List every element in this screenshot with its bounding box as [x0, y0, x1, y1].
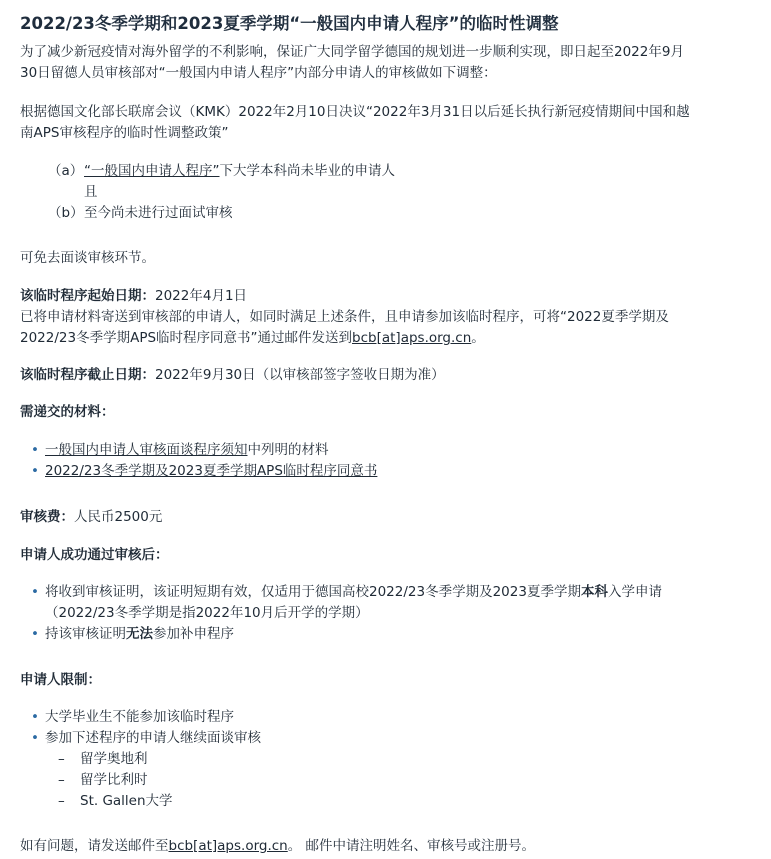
general-applicant-program-link[interactable]: “一般国内申请人程序” [84, 163, 220, 179]
list-item [20, 624, 662, 645]
fee-section [20, 507, 162, 528]
list-item [20, 440, 377, 461]
condition-and: 且 [84, 184, 98, 200]
contact-paragraph [20, 836, 535, 857]
restrictions-heading: 申请人限制： [20, 672, 101, 688]
after-item-1-text: 将收到审核证明，该证明短期有效，仅适用于德国高校2022/23冬季学期及2023夏季学期 [45, 584, 581, 600]
condition-a [84, 161, 395, 182]
fee-value: 人民币2500元 [74, 509, 163, 525]
condition-b-marker: （b） [48, 205, 84, 221]
sub-item-austria: 留学奥地利 [80, 751, 148, 767]
consent-form-link[interactable]: 2022/23冬季学期及2023夏季学期APS临时程序同意书 [45, 463, 378, 479]
after-item-2-text: 持该审核证明 [45, 626, 126, 642]
restrictions-list [20, 707, 261, 749]
list-item: • 大学毕业生不能参加该临时程序 [20, 707, 261, 728]
exempt-text: 可免去面谈审核环节。 [20, 250, 155, 266]
fee-label: 审核费： [20, 509, 74, 525]
dash-marker: – [58, 751, 65, 767]
contact-text-end: 。 邮件中请注明姓名、审核号或注册号。 [287, 838, 536, 854]
start-date-section [20, 286, 669, 349]
list-item [20, 582, 662, 624]
dash-marker: – [58, 772, 65, 788]
end-date-section [20, 365, 445, 386]
start-date-label: 该临时程序起始日期： [20, 288, 155, 304]
after-item-1-bold: 本科 [580, 584, 608, 600]
dash-marker: – [58, 793, 65, 809]
materials-list [20, 440, 377, 482]
after-item-2-bold: 无法 [126, 626, 153, 642]
start-date-value: 2022年4月1日 [155, 288, 248, 304]
intro-line-2: 30日留德人员审核部对“一般国内申请人程序”内部分申请人的审核做如下调整： [20, 65, 497, 81]
page-title: 2022/23冬季学期和2023夏季学期“一般国内申请人程序”的临时性调整 [20, 14, 559, 33]
kmk-paragraph [20, 102, 690, 144]
sub-item-st-gallen: St. Gallen大学 [80, 793, 173, 809]
end-date-value: 2022年9月30日（以审核部签字签收日期为准） [155, 367, 445, 383]
after-item-1-end: 入学申请 [607, 584, 662, 600]
kmk-line-1: 根据德国文化部长联席会议（KMK）2022年2月10日决议“2022年3月31日以后延长执行新冠疫情期间中国和越 [20, 104, 690, 120]
intro-line-1: 为了减少新冠疫情对海外留学的不利影响，保证广大同学留学德国的规划进一步顺利实现，即日起至2022年9月 [20, 44, 684, 60]
start-desc-line-2-end: 。 [471, 330, 485, 346]
condition-b-text: 至今尚未进行过面试审核 [84, 205, 233, 221]
materials-heading: 需递交的材料： [20, 404, 115, 420]
materials-item-1-text: 中列明的材料 [247, 442, 329, 458]
start-desc-line-2: 2022/23冬季学期APS临时程序同意书”通过邮件发送到 [20, 330, 353, 346]
after-item-2-end: 参加补申程序 [153, 626, 234, 642]
end-date-label: 该临时程序截止日期： [20, 367, 155, 383]
intro-paragraph [20, 42, 684, 84]
after-item-1-line-2: （2022/23冬季学期是指2022年10月后开学的学期） [45, 605, 369, 621]
contact-email-link[interactable]: bcb[at]aps.org.cn [168, 838, 288, 854]
email-link[interactable]: bcb[at]aps.org.cn [352, 330, 472, 346]
sub-item-belgium: 留学比利时 [80, 772, 148, 788]
after-approval-heading: 申请人成功通过审核后： [20, 547, 169, 563]
condition-a-marker: （a） [48, 163, 84, 179]
after-approval-list [20, 582, 662, 645]
list-item [20, 461, 377, 482]
kmk-line-2: 南APS审核程序的临时性调整政策” [20, 125, 229, 141]
list-item: • 参加下述程序的申请人继续面谈审核 [20, 728, 261, 749]
contact-text: 如有问题，请发送邮件至 [20, 838, 169, 854]
interview-guide-link[interactable]: 一般国内申请人审核面谈程序须知 [45, 442, 248, 458]
condition-a-text: 下大学本科尚未毕业的申请人 [219, 163, 395, 179]
start-desc-line-1: 已将申请材料寄送到审核部的申请人，如同时满足上述条件，且申请参加该临时程序，可将“2022夏季学期及 [20, 309, 669, 325]
